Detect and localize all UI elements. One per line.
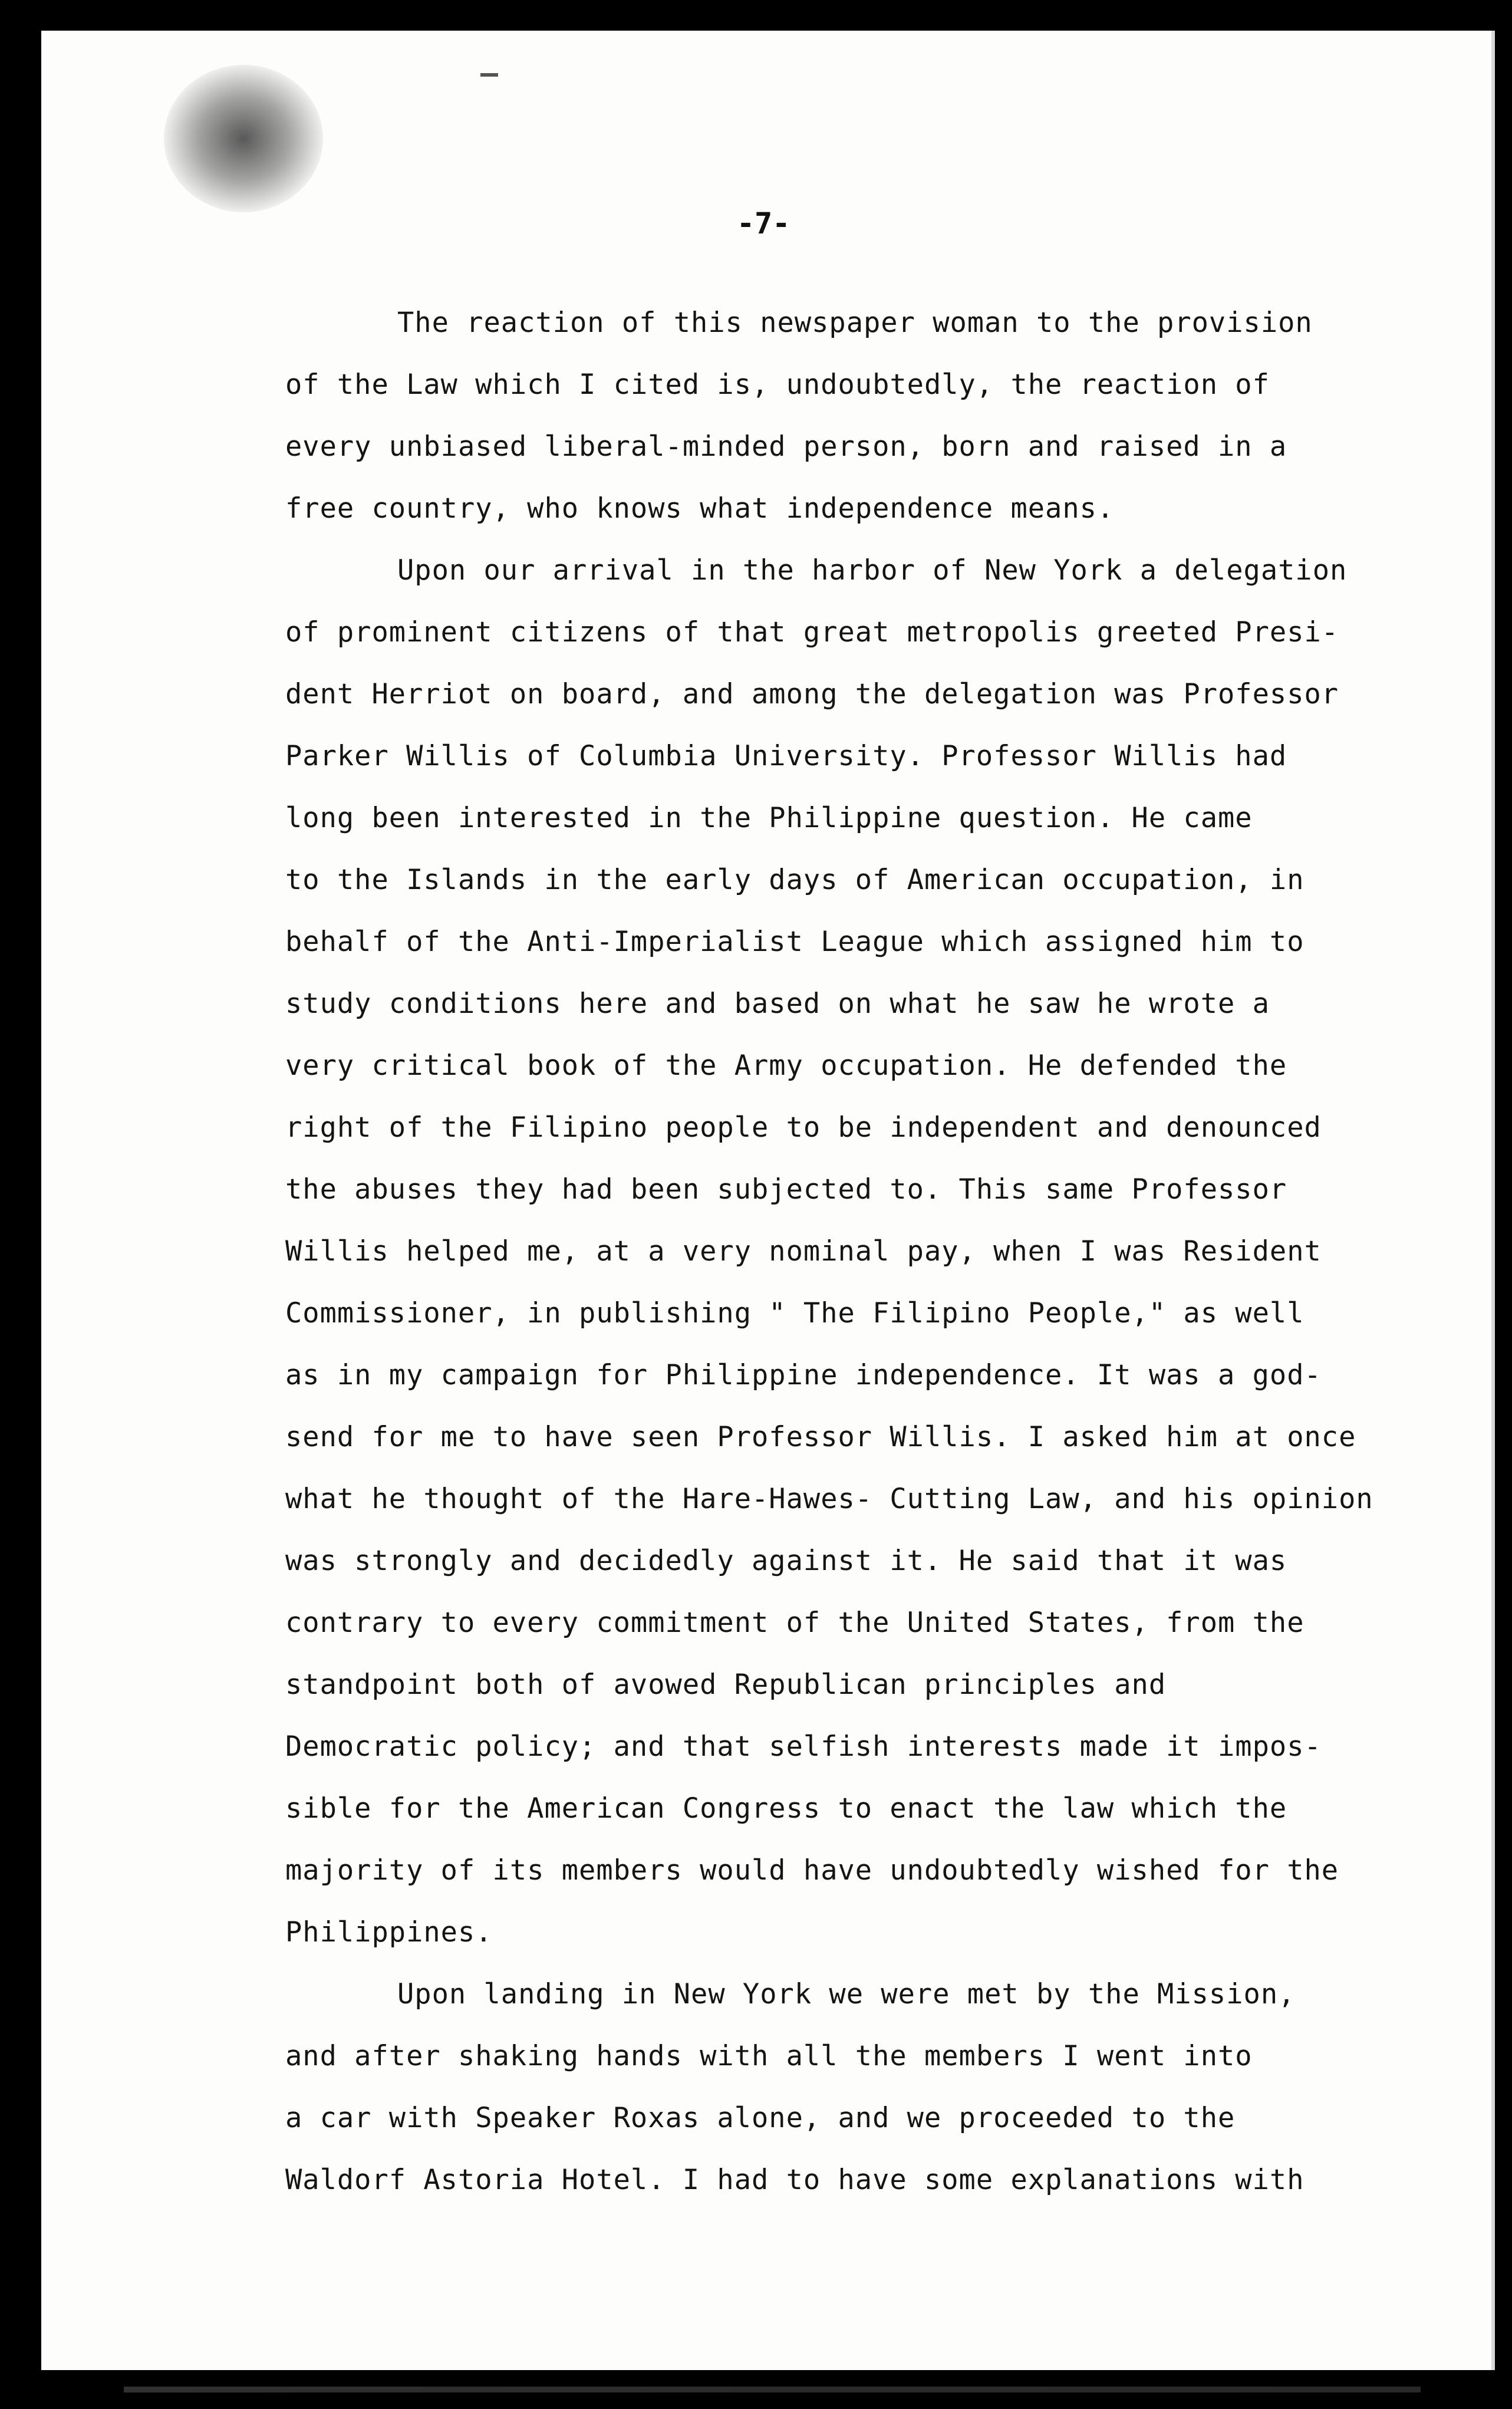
text-line: free country, who knows what independence means. <box>285 492 1115 525</box>
text-line: to the Islands in the early days of American occupation, in <box>285 864 1305 896</box>
text-line: the abuses they had been subjected to. This same Professor <box>285 1173 1287 1206</box>
text-line: Parker Willis of Columbia University. Professor Willis had <box>285 740 1287 772</box>
text-line: a car with Speaker Roxas alone, and we proceeded to the <box>285 2102 1236 2134</box>
text-line: The reaction of this newspaper woman to the provision <box>397 307 1313 339</box>
text-line: very critical book of the Army occupation. He defended the <box>285 1049 1287 1082</box>
text-line: and after shaking hands with all the members I went into <box>285 2040 1253 2072</box>
text-line: Democratic policy; and that selfish interests made it impos- <box>285 1730 1322 1763</box>
page-bottom-edge <box>124 2387 1421 2392</box>
text-line: Waldorf Astoria Hotel. I had to have some explanations with <box>285 2164 1305 2196</box>
text-line: sible for the American Congress to enact the law which the <box>285 1792 1287 1825</box>
text-line: Upon our arrival in the harbor of New York a delegation <box>397 554 1348 587</box>
page-number: -7- <box>737 206 790 241</box>
text-line: as in my campaign for Philippine independence. It was a god- <box>285 1359 1322 1391</box>
body-text <box>285 292 1429 2211</box>
text-line: study conditions here and based on what he saw he wrote a <box>285 988 1270 1020</box>
text-line: Upon landing in New York we were met by the Mission, <box>397 1978 1296 2010</box>
text-line: Willis helped me, at a very nominal pay, when I was Resident <box>285 1235 1322 1268</box>
text-line: every unbiased liberal-minded person, born and raised in a <box>285 430 1287 463</box>
text-line: send for me to have seen Professor Willis. I asked him at once <box>285 1421 1356 1453</box>
text-line: Commissioner, in publishing " The Filipino People," as well <box>285 1297 1305 1329</box>
text-line: of the Law which I cited is, undoubtedly, the reaction of <box>285 368 1270 401</box>
text-line: contrary to every commitment of the United States, from the <box>285 1607 1305 1639</box>
text-line: behalf of the Anti-Imperialist League which assigned him to <box>285 926 1305 958</box>
ink-smudge <box>164 65 323 212</box>
text-line: right of the Filipino people to be independent and denounced <box>285 1111 1322 1144</box>
page-mark <box>480 73 498 77</box>
text-line: dent Herriot on board, and among the delegation was Professor <box>285 678 1339 710</box>
text-line: was strongly and decidedly against it. He said that it was <box>285 1545 1287 1577</box>
text-line: long been interested in the Philippine question. He came <box>285 802 1253 834</box>
text-line: majority of its members would have undoubtedly wished for the <box>285 1854 1339 1887</box>
text-line: of prominent citizens of that great metropolis greeted Presi- <box>285 616 1339 649</box>
text-line: Philippines. <box>285 1916 493 1949</box>
text-line: what he thought of the Hare-Hawes- Cutting Law, and his opinion <box>285 1483 1373 1515</box>
text-line: standpoint both of avowed Republican principles and <box>285 1668 1167 1701</box>
